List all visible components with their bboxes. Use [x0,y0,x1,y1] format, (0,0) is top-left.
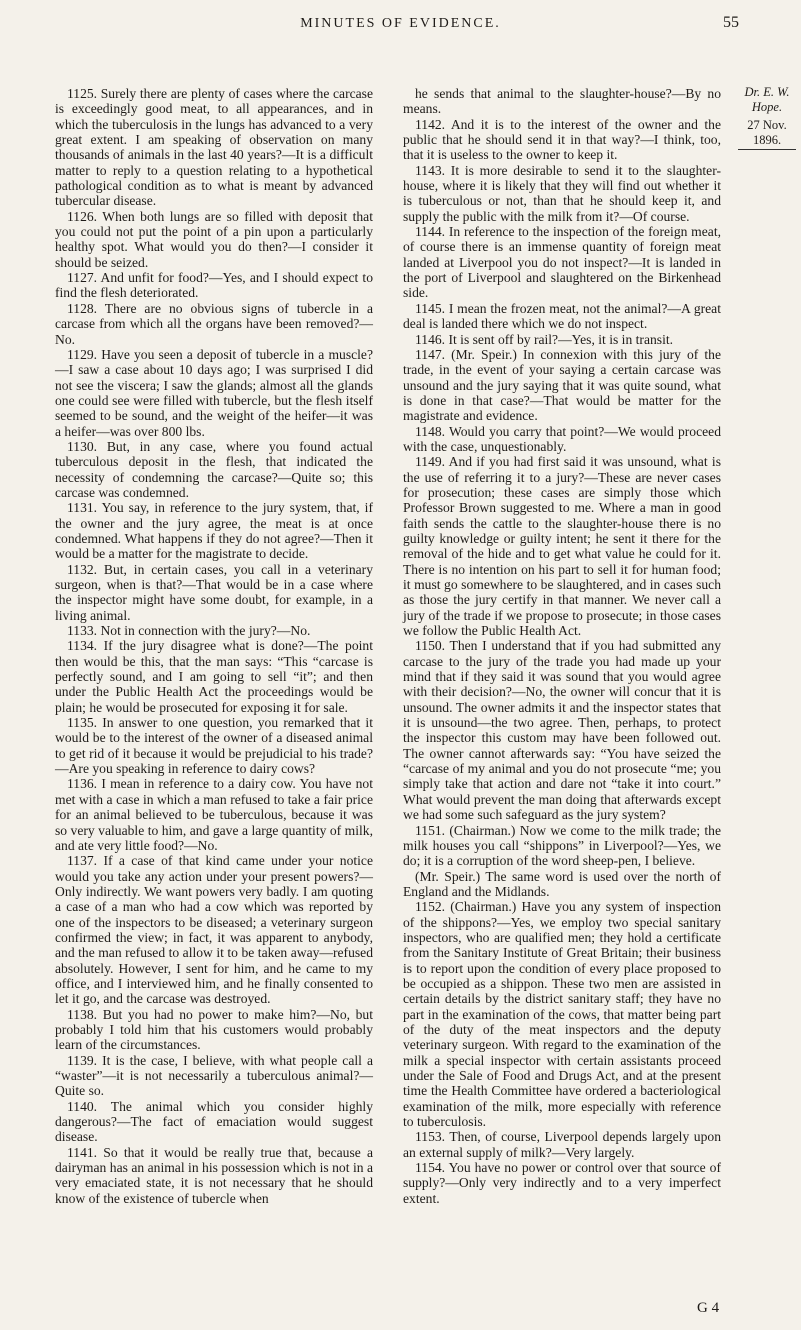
evidence-paragraph: 1142. And it is to the interest of the owner and the public that he should send it in that way?—I think, too, that it is useless to the owner to keep it. [403,116,721,163]
page-header [0,0,801,40]
evidence-paragraph: 1128. There are no obvious signs of tubercle in a carcase from which all the organs have been removed?—No. [55,300,373,347]
evidence-paragraph: 1134. If the jury disagree what is done?—The point then would be this, that the man says: “This “carcase is perfectly sound, and I am going to sell “it”; and then under the Public Health Act the proceedings would be plain; he would be prosecuted for exposing it for sale. [55,638,373,715]
evidence-paragraph: 1140. The animal which you consider highly dangerous?—The fact of emaciation would suggest disease. [55,1098,373,1145]
evidence-paragraph: 1127. And unfit for food?—Yes, and I should expect to find the flesh deteriorated. [55,270,373,301]
evidence-paragraph: 1144. In reference to the inspection of the foreign meat, of course there is an immense quantity of foreign meat landed at Liverpool you do not inspect?—It is landed in the port of Liverpool and slaughtered on the Birkenhead side. [403,224,721,301]
evidence-paragraph: 1131. You say, in reference to the jury system, that, if the owner and the jury agree, the meat is at once condemned. What happens if they do not agree?—Then it would be a matter for the magistrate to decide. [55,500,373,562]
signature-mark: G 4 [697,1300,720,1316]
evidence-paragraph: 1146. It is sent off by rail?—Yes, it is in transit. [415,331,674,347]
witness-date: 27 Nov. 1896. [738,118,796,150]
evidence-paragraph: 1129. Have you seen a deposit of tubercle in a muscle?—I saw a case about 10 days ago; I was surprised I did not see the viscera; I saw the glands; almost all the glands one could see were filled with tubercle, but the flesh itself seemed to be sound, and the weight of the heifer—it was a heifer—was over 800 lbs. [55,346,373,439]
left-column [55,86,373,1206]
evidence-paragraph: 1141. So that it would be really true that, because a dairyman has an animal in his possession which is not in a very emaciated state, it is not necessary that he should know of the existence of tubercle when [55,1144,373,1206]
right-column [403,86,721,1206]
witness-margin-note [738,85,796,150]
running-head: MINUTES OF EVIDENCE. [300,16,501,31]
evidence-paragraph: he sends that animal to the slaughter-house?—By no means. [403,86,721,117]
evidence-paragraph: (Mr. Speir.) The same word is used over the north of England and the Midlands. [403,868,721,899]
evidence-paragraph: 1143. It is more desirable to send it to the slaughter-house, where it is likely that they will find out whether it is tuberculous or not, than that he should keep it, and supply the public with the milk from it?—Of course. [403,162,721,224]
evidence-paragraph: 1130. But, in any case, where you found actual tuberculous deposit in the flesh, that indicated the necessity of condemning the carcase?—Quite so; this carcase was condemned. [55,438,373,500]
evidence-paragraph: 1147. (Mr. Speir.) In connexion with this jury of the trade, in the event of your saying a certain carcase was unsound and the jury saying that it was quite sound, what is done in that case?—That would be matter for the magistrate and evidence. [403,346,721,424]
evidence-paragraph: 1133. Not in connection with the jury?—No. [67,623,311,639]
evidence-paragraph: 1139. It is the case, I believe, with what people call a “waster”—it is not necessarily a tuberculous animal?—Quite so. [55,1052,373,1099]
evidence-paragraph: 1126. When both lungs are so filled with deposit that you could not put the point of a pin upon a particularly healthy spot. What would you do then?—I consider it should be seized. [55,208,373,270]
evidence-paragraph: 1132. But, in certain cases, you call in a veterinary surgeon, when is that?—That would be in a case where the inspector might have some doubt, for example, in a living animal. [55,561,373,623]
evidence-paragraph: 1137. If a case of that kind came under your notice would you take any action under your present powers?—Only indirectly. We want powers very badly. I am quoting a case of a man who had a cow which was reported by one of the inspectors to be diseased; a veterinary surgeon confirmed the view; in fact, it was apparent to anybody, and the man refused to allow it to be taken away—refused absolutely. However, I sent for him, and he came to my office, and I interviewed him, and he finally consented to let it go, and the carcase was destroyed. [55,853,373,1007]
evidence-paragraph: 1152. (Chairman.) Have you any system of inspection of the shippons?—Yes, we employ two special sanitary inspectors, who are qualified men; they hold a certificate from the Sanitary Institute of Great Britain; their business is to report upon the condition of every place proposed to be occupied as a shippon. These two men are assisted in certain details by the district sanitary staff; they have no part in the examination of the cows, that matter being part of the duty of the meat inspectors and the deputy veterinary surgeon. With regard to the examination of the milk a special inspector with certain assistants proceed under the Sale of Food and Drugs Act, and at the present time the Health Committee have ordered a bacteriological examination of the milk, more especially with reference to tuberculosis. [403,899,721,1130]
evidence-paragraph: 1154. You have no power or control over that source of supply?—Only very indirectly and to a very imperfect extent. [403,1160,721,1206]
evidence-paragraph: 1150. Then I understand that if you had submitted any carcase to the jury of the trade you had made up your mind that if they said it was sound that you would agree with their decision?—No, the owner will concur that it is unsound. The owner admits it and the inspector states that it is unsound—the two agree. Then, perhaps, to protect the inspector this custom may have been followed out. The owner cannot afterwards say: “You have seized the “carcase of my animal and you do not prosecute “me; you simply take that action and dare not “take it into court.” What would prevent the man doing that afterwards except we had some such safeguard as the jury system? [403,638,721,823]
evidence-paragraph: 1149. And if you had first said it was unsound, what is the use of referring it to a jury?—These are never cases for prosecution; these cases are simply those which Professor Brown suggested to me. Where a man in good faith sends the cattle to the slaughter-house there is no guilty knowledge or guilty intent; he sent it there for the removal of the hide and to get what value he could for it. There is no intention on his part to sell it for human food; it must go somewhere to be slaughtered, and in cases such as those the jury certify in that manner. We never call a jury of the trade if we propose to prosecute; in those cases we follow the Public Health Act. [403,454,721,639]
witness-name: Dr. E. W. Hope. [744,85,790,114]
evidence-paragraph: 1136. I mean in reference to a dairy cow. You have not met with a case in which a man refused to take a fair price for an animal believed to be tuberculous, because it was so very valuable to him, and gave a large quantity of milk, and ate very little food?—No. [55,776,373,853]
evidence-paragraph: 1135. In answer to one question, you remarked that it would be to the interest of the owner of a diseased animal to get rid of it because it would be prejudicial to his trade?—Are you speaking in reference to dairy cows? [55,715,373,777]
evidence-paragraph: 1125. Surely there are plenty of cases where the carcase is exceedingly good meat, to all appearances, and in which the tuberculosis in the lungs has advanced to a very great extent. I am speaking of observation on many thousands of animals in the last 40 years?—It is a difficult matter to reply to a question relating to a hypothetical pathological condition as to what is meant by advanced tubercular disease. [55,86,373,209]
evidence-paragraph: 1138. But you had no power to make him?—No, but probably I told him that his customers would probably learn of the circumstances. [55,1006,373,1053]
evidence-paragraph: 1148. Would you carry that point?—We would proceed with the case, unquestionably. [403,423,721,454]
evidence-paragraph: 1145. I mean the frozen meat, not the animal?—A great deal is landed there which we do not inspect. [403,300,721,332]
evidence-paragraph: 1153. Then, of course, Liverpool depends largely upon an external supply of milk?—Very largely. [403,1129,721,1160]
evidence-paragraph: 1151. (Chairman.) Now we come to the milk trade; the milk houses you call “shippons” in Liverpool?—Yes, we do; it is a corruption of the word sheep-pen, I believe. [403,822,721,869]
page-number: 55 [723,14,739,31]
